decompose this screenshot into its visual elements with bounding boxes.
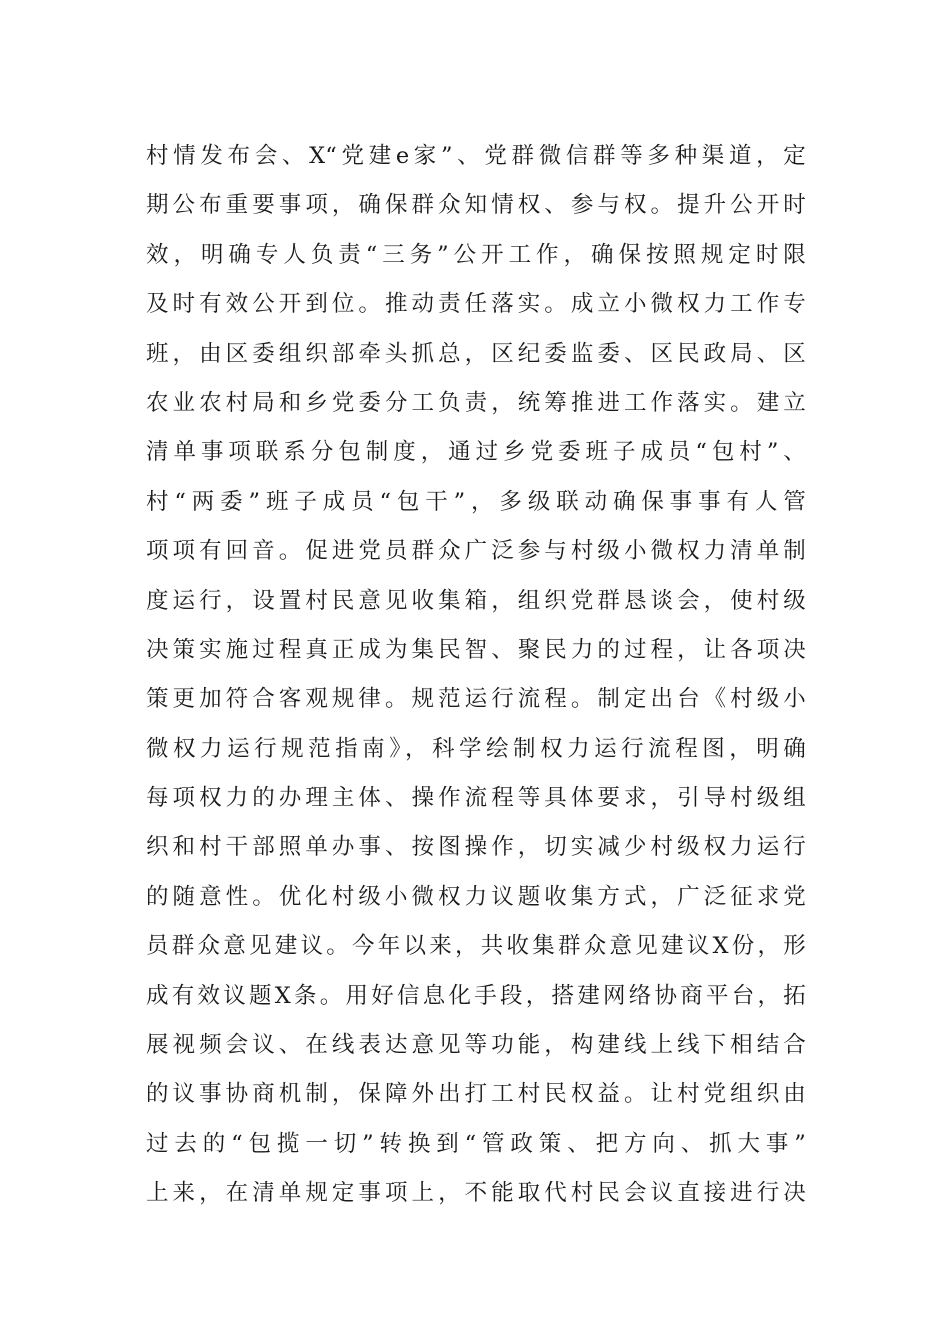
text-line: 成有效议题X条。用好信息化手段，搭建网络协商平台，拓 [146, 982, 806, 1009]
text-line: 微权力运行规范指南》，科学绘制权力运行流程图，明确 [146, 735, 806, 762]
text-line: 及时有效公开到位。推动责任落实。成立小微权力工作专 [146, 291, 806, 318]
text-line: 清单事项联系分包制度，通过乡党委班子成员“包村”、 [146, 439, 806, 466]
text-line: 项项有回音。促进党员群众广泛参与村级小微权力清单制 [146, 538, 806, 565]
text-line: 村“两委”班子成员“包干”，多级联动确保事事有人管 [146, 488, 806, 515]
text-line: 的随意性。优化村级小微权力议题收集方式，广泛征求党 [146, 883, 806, 910]
body-paragraph [146, 132, 806, 1219]
text-line: 决策实施过程真正成为集民智、聚民力的过程，让各项决 [146, 636, 806, 663]
text-line: 农业农村局和乡党委分工负责，统筹推进工作落实。建立 [146, 389, 806, 416]
text-line: 期公布重要事项，确保群众知情权、参与权。提升公开时 [146, 192, 806, 219]
text-line: 展视频会议、在线表达意见等功能，构建线上线下相结合 [146, 1032, 806, 1059]
text-line: 员群众意见建议。今年以来，共收集群众意见建议X份，形 [146, 933, 806, 960]
text-line: 过去的“包揽一切”转换到“管政策、把方向、抓大事” [146, 1130, 806, 1157]
text-line: 每项权力的办理主体、操作流程等具体要求，引导村级组 [146, 785, 806, 812]
text-line: 度运行，设置村民意见收集箱，组织党群恳谈会，使村级 [146, 587, 806, 614]
text-line: 班，由区委组织部牵头抓总，区纪委监委、区民政局、区 [146, 340, 806, 367]
text-line: 上来，在清单规定事项上，不能取代村民会议直接进行决 [146, 1180, 806, 1207]
text-line: 村情发布会、X“党建e家”、党群微信群等多种渠道，定 [146, 143, 806, 169]
text-line: 的议事协商机制，保障外出打工村民权益。让村党组织由 [146, 1081, 806, 1108]
text-line: 效，明确专人负责“三务”公开工作，确保按照规定时限 [146, 241, 806, 268]
text-line: 策更加符合客观规律。规范运行流程。制定出台《村级小 [146, 686, 806, 713]
text-line: 织和村干部照单办事、按图操作，切实减少村级权力运行 [146, 834, 806, 861]
